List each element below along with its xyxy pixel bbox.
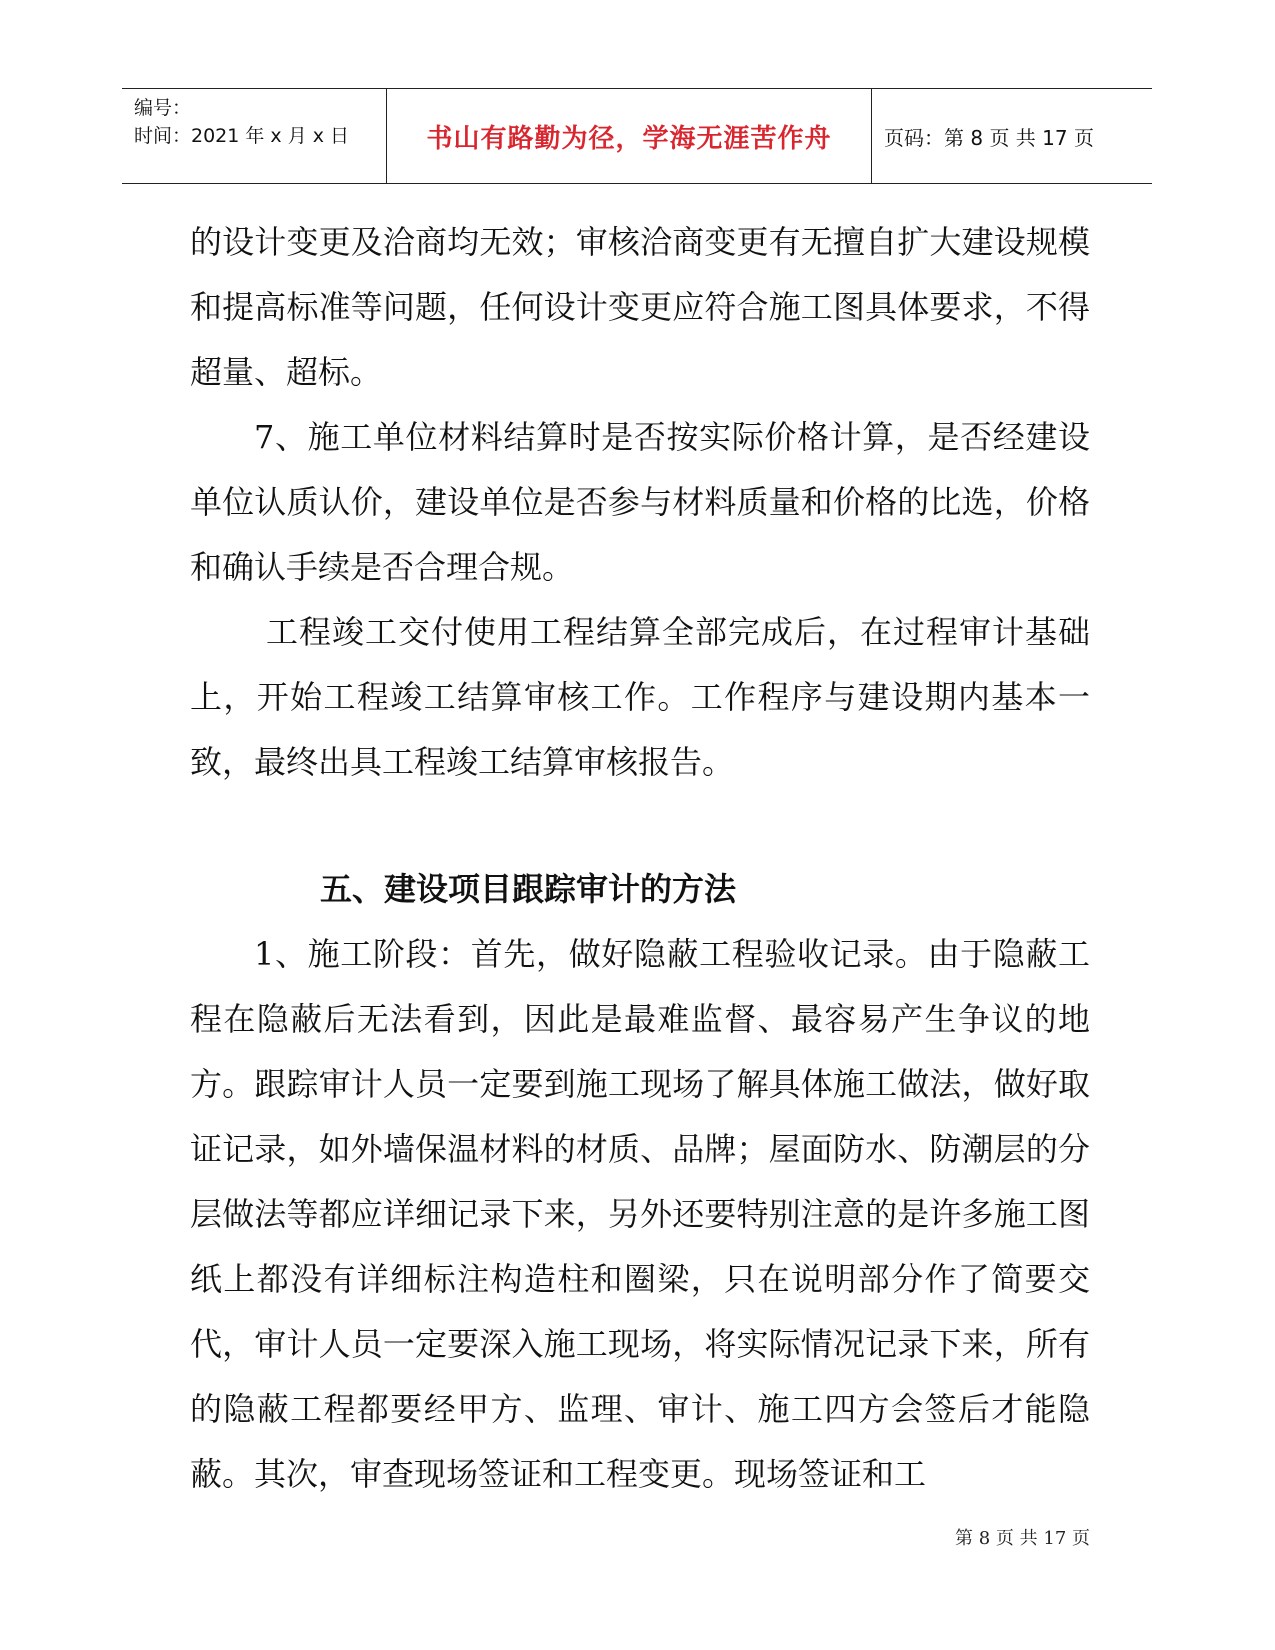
header-page-label: 页码：第 8 页 共 17 页 bbox=[884, 125, 1094, 150]
page-header bbox=[122, 88, 1152, 184]
paragraph-2: 7、施工单位材料结算时是否按实际价格计算，是否经建设单位认质认价，建设单位是否参与材料质量和价格的比选，价格和确认手续是否合理合规。 bbox=[190, 418, 1090, 586]
header-motto: 书山有路勤为径，学海无涯苦作舟 bbox=[426, 123, 832, 154]
paragraph-1: 的设计变更及洽商均无效；审核洽商变更有无擅自扩大建设规模和提高标准等问题，任何设计变更应符合施工图具体要求，不得超量、超标。 bbox=[190, 223, 1090, 391]
page-footer: 第 8 页 共 17 页 bbox=[955, 1528, 1090, 1549]
header-page-cell bbox=[872, 89, 1152, 183]
header-info-cell bbox=[122, 89, 387, 183]
section-heading: 五、建设项目跟踪审计的方法 bbox=[320, 870, 737, 908]
section-gap bbox=[190, 795, 1090, 857]
paragraph-4: 1、施工阶段：首先，做好隐蔽工程验收记录。由于隐蔽工程在隐蔽后无法看到，因此是最难监督、最容易产生争议的地方。跟踪审计人员一定要到施工现场了解具体施工做法，做好取证记录，如外墙保温材料的材质、品牌；屋面防水、防潮层的分层做法等都应详细记录下来，另外还要特别注意的是许多施工图纸上都没有详细标注构造柱和圈梁，只在说明部分作了简要交代，审计人员一定要深入施工现场，将实际情况记录下来，所有的隐蔽工程都要经甲方、监理、审计、施工四方会签后才能隐蔽。其次，审查现场签证和工程变更。现场签证和工 bbox=[190, 935, 1090, 1493]
document-body bbox=[190, 210, 1090, 1507]
header-number-label: 编号： bbox=[134, 97, 192, 119]
paragraph-3: 工程竣工交付使用工程结算全部完成后，在过程审计基础上，开始工程竣工结算审核工作。工作程序与建设期内基本一致，最终出具工程竣工结算审核报告。 bbox=[190, 613, 1090, 781]
header-time-label: 时间：2021 年 x 月 x 日 bbox=[134, 125, 350, 147]
header-motto-cell bbox=[387, 89, 872, 183]
